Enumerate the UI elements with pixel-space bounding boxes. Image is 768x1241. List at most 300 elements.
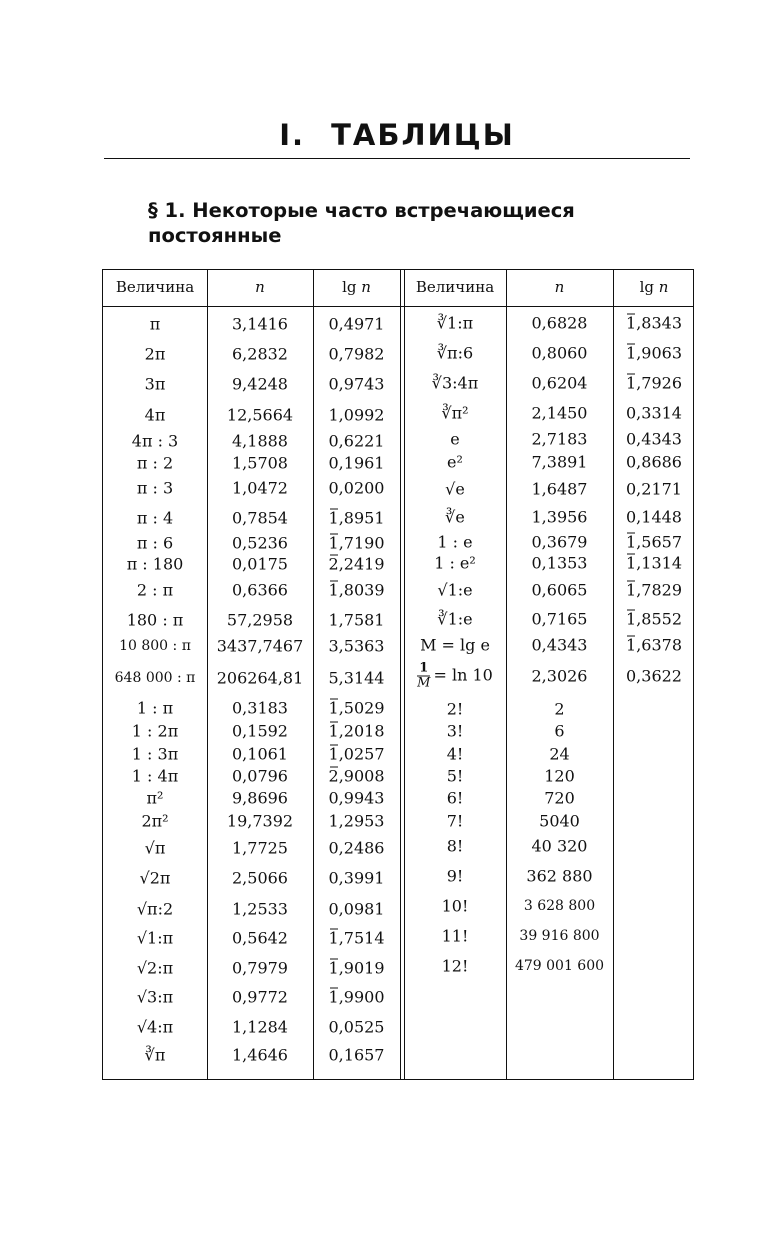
right-lg-cell (613, 554, 695, 573)
lg-characteristic: 1 (328, 721, 339, 741)
lg-value: 5,3144 (328, 668, 385, 688)
n-value: 0,1061 (232, 744, 288, 764)
lg-value: 0,7982 (328, 344, 385, 364)
n-value: 720 (544, 788, 575, 808)
lg-value: 1,0992 (328, 405, 385, 425)
right-lg-cell (613, 404, 695, 423)
left-lg-cell (313, 789, 400, 808)
lg-mantissa: ,8552 (636, 609, 682, 629)
left-value-cell (103, 839, 207, 858)
column-divider (400, 270, 401, 1079)
right-value-cell (404, 636, 506, 655)
left-lg-cell (313, 345, 400, 364)
right-lg-cell (613, 636, 695, 655)
left-lg-cell (313, 839, 400, 858)
left-value-cell (103, 900, 207, 919)
value-text: √e (445, 479, 465, 499)
lg-characteristic: 1 (328, 744, 339, 764)
lg-value: 0,1448 (626, 507, 682, 527)
n-value: 19,7392 (226, 811, 294, 831)
n-value: 4,1888 (232, 431, 288, 451)
right-value-cell (404, 662, 506, 691)
left-n-cell (207, 432, 313, 451)
value-text: 7! (446, 811, 464, 831)
left-value-cell (103, 745, 207, 764)
right-n-cell (506, 837, 613, 856)
n-value: 0,5642 (232, 928, 288, 948)
n-value: 0,6065 (531, 580, 588, 600)
right-value-cell (404, 837, 506, 856)
left-value-cell (103, 988, 207, 1007)
lg-value: 0,4971 (328, 314, 385, 334)
lg-characteristic: 1 (626, 313, 637, 333)
value-text: 2! (446, 699, 464, 719)
lg-characteristic: 1 (328, 698, 339, 718)
right-value-cell (404, 867, 506, 886)
n-value: 0,1353 (531, 553, 588, 573)
value-text: π² (146, 788, 164, 808)
left-lg-cell (313, 555, 400, 574)
lg-value: 0,9943 (328, 788, 385, 808)
left-n-cell (207, 406, 313, 425)
n-value: 0,3183 (232, 698, 288, 718)
right-lg-cell (613, 374, 695, 393)
lg-mantissa: ,9019 (338, 958, 385, 978)
left-lg-cell (313, 767, 400, 786)
value-text: √1:π (136, 928, 174, 948)
lg-value: 0,4343 (626, 429, 682, 449)
lg-value: 0,0200 (328, 478, 385, 498)
lg-characteristic: 1 (328, 533, 339, 553)
lg-mantissa: ,5657 (636, 532, 682, 552)
lg-value: 0,1961 (328, 453, 385, 473)
header-value-right: Величина (415, 278, 495, 296)
right-n-cell (506, 314, 613, 333)
n-value: 1,2533 (232, 899, 288, 919)
lg-characteristic: 1 (626, 373, 637, 393)
lg-value: 0,3991 (328, 868, 385, 888)
value-text: 4π : 3 (131, 431, 179, 451)
lg-mantissa: ,7926 (636, 373, 682, 393)
value-text: 1 : 3π (131, 744, 179, 764)
left-value-cell (103, 638, 207, 654)
left-value-cell (103, 509, 207, 528)
right-n-cell (506, 958, 613, 974)
value-text: ∛e (445, 507, 465, 527)
lg-value: 0,2486 (328, 838, 385, 858)
value-text: √1:e (437, 580, 473, 600)
lg-mantissa: ,7190 (338, 533, 385, 553)
left-value-cell (103, 534, 207, 553)
right-n-cell (506, 722, 613, 741)
right-value-cell (404, 453, 506, 472)
right-value-cell (404, 480, 506, 499)
right-lg-cell (613, 508, 695, 527)
n-value: 9,4248 (232, 374, 288, 394)
left-value-cell (103, 959, 207, 978)
value-text: ∛3:4π (431, 373, 479, 393)
n-value: 206264,81 (216, 668, 304, 688)
lg-characteristic: 1 (328, 928, 339, 948)
lg-value: 0,6221 (328, 431, 385, 451)
left-lg-cell (313, 699, 400, 718)
lg-value: 1,7581 (328, 610, 385, 630)
lg-value: 0,2171 (626, 479, 682, 499)
right-lg-cell (613, 344, 695, 363)
right-value-cell (404, 314, 506, 333)
value-text: 2π² (141, 811, 169, 831)
left-n-cell (207, 581, 313, 600)
left-n-cell (207, 1018, 313, 1037)
value-text: ∛1:e (437, 609, 473, 629)
value-text: π : 3 (136, 478, 174, 498)
value-text: 9! (446, 866, 464, 886)
n-value: 0,6828 (531, 313, 588, 333)
left-n-cell (207, 789, 313, 808)
right-n-cell (506, 667, 613, 686)
left-n-cell (207, 839, 313, 858)
n-value: 1,0472 (232, 478, 288, 498)
left-lg-cell (313, 1046, 400, 1065)
n-value: 40 320 (531, 836, 588, 856)
left-n-cell (207, 869, 313, 888)
lg-characteristic: 1 (626, 532, 637, 552)
left-lg-cell (313, 581, 400, 600)
right-lg-cell (613, 610, 695, 629)
right-lg-cell (613, 480, 695, 499)
value-text: ∛π (144, 1045, 166, 1065)
right-value-cell (404, 533, 506, 552)
value-text: 10! (441, 896, 469, 916)
left-lg-cell (313, 611, 400, 630)
lg-mantissa: ,2018 (338, 721, 385, 741)
lg-mantissa: ,8951 (338, 508, 385, 528)
right-n-cell (506, 789, 613, 808)
lg-value: 0,1657 (328, 1045, 385, 1065)
left-n-cell (207, 315, 313, 334)
value-text: π : 2 (136, 453, 174, 473)
left-lg-cell (313, 988, 400, 1007)
n-value: 0,8060 (531, 343, 588, 363)
lg-mantissa: ,5029 (338, 698, 385, 718)
n-value: 0,4343 (531, 635, 588, 655)
n-value: 5040 (539, 811, 580, 831)
n-value: 0,0175 (232, 554, 288, 574)
right-n-cell (506, 867, 613, 886)
left-value-cell (103, 929, 207, 948)
left-lg-cell (313, 315, 400, 334)
left-lg-cell (313, 722, 400, 741)
left-n-cell (207, 555, 313, 574)
right-lg-cell (613, 314, 695, 333)
left-value-cell (103, 789, 207, 808)
n-value: 3 628 800 (523, 898, 596, 914)
right-lg-cell (613, 430, 695, 449)
right-lg-cell (613, 453, 695, 472)
left-value-cell (103, 406, 207, 425)
left-n-cell (207, 988, 313, 1007)
right-n-cell (506, 767, 613, 786)
lg-mantissa: ,9063 (636, 343, 682, 363)
value-text: π : 6 (136, 533, 174, 553)
lg-mantissa: ,1314 (636, 553, 682, 573)
constants-table (102, 269, 694, 1080)
left-n-cell (207, 900, 313, 919)
n-value: 0,7854 (232, 508, 288, 528)
right-n-cell (506, 898, 613, 914)
left-n-cell (207, 959, 313, 978)
left-value-cell (103, 345, 207, 364)
header-n-left: n (255, 278, 265, 296)
value-text: π : 180 (126, 554, 184, 574)
right-n-cell (506, 581, 613, 600)
right-n-cell (506, 636, 613, 655)
left-lg-cell (313, 745, 400, 764)
section-title-line-2: постоянные (148, 224, 282, 247)
left-lg-cell (313, 406, 400, 425)
lg-characteristic: 1 (328, 580, 339, 600)
right-n-cell (506, 508, 613, 527)
right-n-cell (506, 430, 613, 449)
value-text: 180 : π (126, 610, 184, 630)
right-n-cell (506, 344, 613, 363)
n-value: 24 (549, 744, 570, 764)
value-text: 1 : π (136, 698, 174, 718)
lg-characteristic: 1 (328, 987, 339, 1007)
section-title-line-1: § 1. Некоторые часто встречающиеся (148, 199, 575, 222)
right-value-cell (404, 430, 506, 449)
left-value-cell (103, 812, 207, 831)
left-lg-cell (313, 479, 400, 498)
n-value: 3437,7467 (216, 636, 304, 656)
right-value-cell (404, 767, 506, 786)
n-value: 0,3679 (531, 532, 588, 552)
n-value: 2 (554, 699, 565, 719)
left-value-cell (103, 479, 207, 498)
value-text: 648 000 : π (114, 670, 196, 686)
lg-value: 0,8686 (626, 452, 682, 472)
n-value: 479 001 600 (514, 958, 605, 974)
n-value: 1,6487 (531, 479, 588, 499)
left-value-cell (103, 375, 207, 394)
lg-characteristic: 2 (328, 766, 339, 786)
right-n-cell (506, 812, 613, 831)
value-text: 5! (446, 766, 464, 786)
left-n-cell (207, 669, 313, 688)
lg-value: 0,3622 (626, 666, 682, 686)
right-value-cell (404, 897, 506, 916)
left-lg-cell (313, 509, 400, 528)
header-lg-left: lg n (342, 278, 371, 296)
lg-mantissa: ,9900 (338, 987, 385, 1007)
lg-characteristic: 1 (328, 958, 339, 978)
n-value: 1,7725 (232, 838, 288, 858)
value-text: ∛π² (441, 403, 469, 423)
lg-mantissa: ,6378 (636, 635, 682, 655)
right-value-cell (404, 957, 506, 976)
header-n-right: n (554, 278, 565, 296)
value-text: 1 : 2π (131, 721, 179, 741)
value-text: 3π (144, 374, 166, 394)
right-n-cell (506, 554, 613, 573)
lg-value: 0,0525 (328, 1017, 385, 1037)
left-lg-cell (313, 375, 400, 394)
left-lg-cell (313, 454, 400, 473)
lg-characteristic: 1 (626, 580, 637, 600)
n-value: 0,6204 (531, 373, 588, 393)
left-lg-cell (313, 534, 400, 553)
value-text: M = lg e (420, 635, 490, 655)
n-value: 2,7183 (531, 429, 588, 449)
value-text: √π:2 (136, 899, 174, 919)
chapter-title: I. ТАБЛИЦЫ (279, 118, 515, 152)
left-lg-cell (313, 1018, 400, 1037)
left-n-cell (207, 611, 313, 630)
lg-value: 0,0981 (328, 899, 385, 919)
n-value: 1,3956 (531, 507, 588, 527)
n-value: 6 (554, 721, 565, 741)
n-value: 1,1284 (232, 1017, 288, 1037)
right-n-cell (506, 374, 613, 393)
fraction-numerator: 1 (419, 660, 429, 676)
n-value: 0,6366 (232, 580, 288, 600)
value-text: e (450, 429, 460, 449)
right-value-cell (404, 554, 506, 573)
value-text: 8! (446, 836, 464, 856)
right-n-cell (506, 404, 613, 423)
lg-characteristic: 1 (626, 635, 637, 655)
n-value: 3,1416 (232, 314, 288, 334)
right-value-cell (404, 610, 506, 629)
left-value-cell (103, 1018, 207, 1037)
value-text: 3! (446, 721, 464, 741)
header-lg-right: lg n (639, 278, 669, 296)
n-value: 0,1592 (232, 721, 288, 741)
n-value: 2,1450 (531, 403, 588, 423)
left-n-cell (207, 1046, 313, 1065)
left-n-cell (207, 699, 313, 718)
value-text: ∛π:6 (436, 343, 474, 363)
left-n-cell (207, 767, 313, 786)
right-value-cell (404, 581, 506, 600)
lg-characteristic: 1 (626, 553, 637, 573)
fraction-one-over-m (417, 662, 430, 691)
n-value: 57,2958 (226, 610, 294, 630)
value-text: √π (144, 838, 166, 858)
n-value: 0,7979 (232, 958, 288, 978)
left-n-cell (207, 722, 313, 741)
right-n-cell (506, 533, 613, 552)
right-value-cell (404, 745, 506, 764)
lg-mantissa: ,7829 (636, 580, 682, 600)
value-text: √2:π (136, 958, 174, 978)
left-lg-cell (313, 432, 400, 451)
n-value: 0,9772 (232, 987, 288, 1007)
right-lg-cell (613, 533, 695, 552)
left-value-cell (103, 581, 207, 600)
title-rule (104, 158, 690, 159)
left-n-cell (207, 812, 313, 831)
header-rule (103, 306, 693, 307)
right-n-cell (506, 453, 613, 472)
lg-mantissa: ,2419 (338, 554, 385, 574)
lg-mantissa: ,9008 (338, 766, 385, 786)
value-text: 4! (446, 744, 464, 764)
n-value: 6,2832 (232, 344, 288, 364)
left-n-cell (207, 929, 313, 948)
n-value: 2,3026 (531, 666, 588, 686)
left-value-cell (103, 611, 207, 630)
left-lg-cell (313, 637, 400, 656)
fraction-denominator: M (417, 675, 431, 691)
right-value-cell (404, 508, 506, 527)
left-value-cell (103, 315, 207, 334)
right-value-cell (404, 344, 506, 363)
lg-value: 0,3314 (626, 403, 682, 423)
right-value-cell (404, 722, 506, 741)
left-lg-cell (313, 812, 400, 831)
left-n-cell (207, 345, 313, 364)
right-value-cell (404, 927, 506, 946)
left-n-cell (207, 637, 313, 656)
n-value: 362 880 (526, 866, 593, 886)
n-value: 9,8696 (232, 788, 288, 808)
n-value: 2,5066 (232, 868, 288, 888)
n-value: 0,0796 (232, 766, 288, 786)
value-text: π (149, 314, 161, 334)
value-text: 12! (441, 956, 469, 976)
n-value: 12,5664 (226, 405, 294, 425)
right-lg-cell (613, 581, 695, 600)
lg-value: 0,9743 (328, 374, 385, 394)
left-value-cell (103, 767, 207, 786)
value-text: 1 : e (437, 532, 473, 552)
n-value: 0,7165 (531, 609, 588, 629)
right-n-cell (506, 480, 613, 499)
n-value: 39 916 800 (519, 928, 600, 944)
lg-characteristic: 1 (626, 343, 637, 363)
right-lg-cell (613, 667, 695, 686)
right-value-cell (404, 374, 506, 393)
right-value-cell (404, 404, 506, 423)
left-value-cell (103, 670, 207, 686)
left-lg-cell (313, 869, 400, 888)
value-text: 2π (144, 344, 166, 364)
value-text: = ln 10 (433, 665, 493, 685)
left-n-cell (207, 534, 313, 553)
right-value-cell (404, 700, 506, 719)
right-n-cell (506, 700, 613, 719)
n-value: 1,4646 (232, 1045, 288, 1065)
left-lg-cell (313, 929, 400, 948)
right-n-cell (506, 928, 613, 944)
right-value-cell (404, 789, 506, 808)
n-value: 1,5708 (232, 453, 288, 473)
lg-mantissa: ,8039 (338, 580, 385, 600)
left-n-cell (207, 509, 313, 528)
n-value: 0,5236 (232, 533, 288, 553)
left-lg-cell (313, 900, 400, 919)
left-lg-cell (313, 959, 400, 978)
n-value: 120 (544, 766, 575, 786)
value-text: √4:π (136, 1017, 174, 1037)
left-value-cell (103, 555, 207, 574)
value-text: 11! (441, 926, 469, 946)
left-value-cell (103, 699, 207, 718)
value-text: e² (447, 452, 463, 472)
left-value-cell (103, 722, 207, 741)
left-lg-cell (313, 669, 400, 688)
